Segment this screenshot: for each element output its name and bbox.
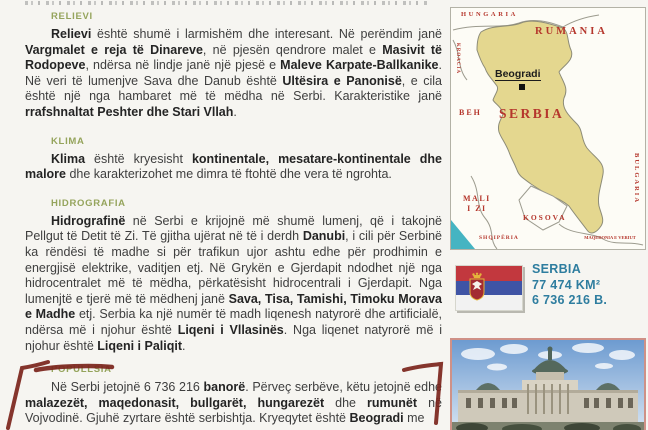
- map-label-beh: BEH: [459, 108, 482, 117]
- map-label-beogradi: Beogradi: [495, 68, 541, 80]
- infobox-country-name: SERBIA: [532, 262, 582, 276]
- map-label-rumania: RUMANIA: [535, 26, 608, 37]
- map-label-bulgaria: BULGARIA: [633, 153, 640, 205]
- cut-off-text-line: [25, 1, 430, 5]
- paragraph-hidrografia: Hidrografinë në Serbi e krijojnë më shumë lumenj, që i takojnë Pellgut të Detit të Zi. Të gjitha ujërat në të i derdh Danubi, i cili për Serbinë ka rëndësi të madhe si për trafikun ujor ashtu edhe për prodhimin e energjisë elektrike, vaditjen etj. Në Grykën e Gjerdapit ndodhet një nga hidrocentralet më të mëdha, përkatësisht hidrocentrali i Gjerdapit. Nga lumenjtë e tjerë më të mëdhenj janë Sava, Tisa, Tamishi, Timoku Morava e Madhe etj. Serbia ka një numër të madh liqenesh natyrorë dhe artificialë, ndërsa më i njohur është Liqeni i Vllasinës. Nga liqenet natyrorë më i njohur është Liqeni i Paliqit.: [25, 213, 443, 353]
- section-heading-hidrografia: HIDROGRAFIA: [51, 197, 126, 209]
- serbia-map: [450, 7, 646, 250]
- paragraph-relievi: Relievi është shumë i larmishëm dhe interesant. Në perëndim janë Vargmalet e reja të Dinareve, në pjesën qendrore malet e Masivit të Rodopeve, ndërsa në lindje janë një pjesë e Maleve Karpate-Ballkanike. Në veri të lumenjve Sava dhe Danub është Ultësira e Panonisë, e cila është një nga hambaret më të mëdha në Serbi. Karakteristike janë rrafshnaltat Peshter dhe Stari Vllah.: [25, 27, 443, 119]
- map-label-kroacia: KROACIA: [455, 42, 461, 75]
- map-label-kosova: KOSOVA: [523, 213, 567, 222]
- flag-blue-stripe: [456, 281, 522, 296]
- adriatic-sea: [451, 220, 475, 249]
- coat-of-arms-icon: [467, 272, 487, 302]
- infobox-area: 77 474 KM²: [532, 277, 601, 292]
- infobox-population: 6 736 216 B.: [532, 293, 608, 307]
- capital-marker-icon: [519, 84, 525, 90]
- paragraph-klima: Klima është kryesisht kontinentale, mesatare-kontinentale dhe malore dhe karakterizohet me dimra të ftohtë dhe vera të ngrohta.: [25, 151, 442, 182]
- map-label-hungaria: HUNGARIA: [461, 11, 518, 18]
- country-infobox: [532, 262, 607, 309]
- map-label-shqiperia: SHQIPËRIA: [479, 235, 519, 241]
- parliament-photo: [450, 338, 646, 430]
- map-label-maqedonia: MAQEDONIA E VERIUT: [584, 235, 636, 240]
- map-label-serbia: SERBIA: [499, 106, 565, 121]
- flag-red-stripe: [456, 266, 522, 281]
- section-heading-klima: KLIMA: [51, 135, 85, 147]
- section-heading-popullsia: POPULLSIA: [51, 364, 112, 376]
- article-column: [25, 0, 442, 427]
- serbia-flag: [455, 265, 523, 311]
- flag-white-stripe: [456, 295, 522, 310]
- section-heading-relievi: RELIEVI: [51, 11, 93, 22]
- map-label-mali-i-zi: MALI I ZI: [463, 194, 491, 213]
- paragraph-popullsia: Në Serbi jetojnë 6 736 216 banorë. Përveç serbëve, këtu jetojnë edhe malazezët, maqedonasit, bullgarët, hungarezët dhe rumunët në Vojvodinë. Gjuhë zyrtare është serbishtja. Kryeqytet është Beogradi me: [25, 380, 442, 426]
